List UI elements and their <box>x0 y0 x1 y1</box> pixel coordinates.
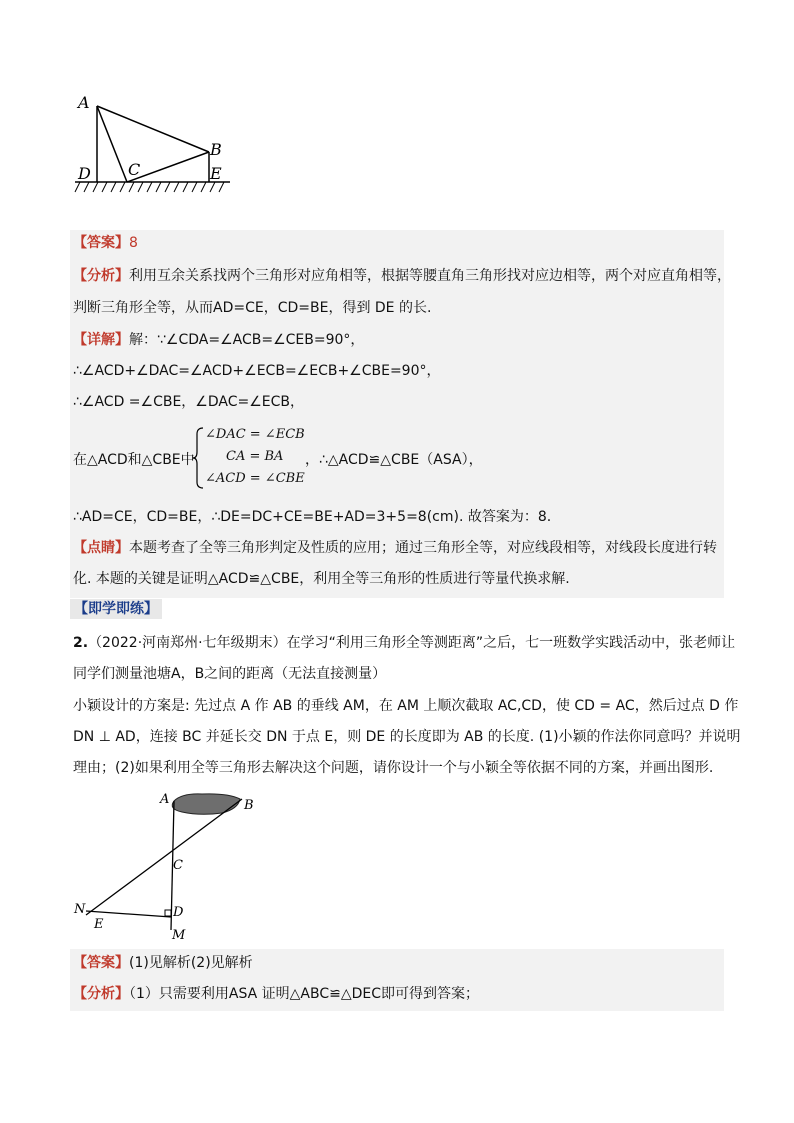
pond-shape <box>172 794 240 814</box>
label-d: D <box>78 164 91 183</box>
analysis-text: （1）只需要利用ASA 证明△ABC≌△DEC即可得到答案； <box>129 986 480 1002</box>
answer-value: (1)见解析(2)见解析 <box>129 955 253 971</box>
detail-1-line-1 <box>73 330 364 350</box>
label-b: B <box>210 140 222 159</box>
detail-1-line-2: ∴∠ACD+∠DAC=∠ACD+∠ECB=∠ECB+∠CBE=90°， <box>73 363 441 379</box>
brace-condition-1: ∠DAC = ∠ECB <box>205 427 305 442</box>
brace-condition-2: CA = BA <box>226 449 284 464</box>
ground-hatch <box>75 182 224 192</box>
label-a: A <box>160 792 170 807</box>
figure-1-diagram <box>70 90 240 200</box>
detail-1-line-3: ∴∠ACD =∠CBE，∠DAC=∠ECB， <box>73 394 304 410</box>
analysis-tag: 【分析】 <box>73 268 129 284</box>
answer-tag: 【答案】 <box>73 955 129 971</box>
detail-1-line-4-prefix: 在△ACD和△CBE中 <box>73 452 195 468</box>
right-angle-mark <box>165 910 171 916</box>
comment-1-line-1 <box>73 538 717 558</box>
question-text: （2022·河南郑州·七年级期末）在学习“利用三角形全等测距离”之后，七一班数学实践活动中，张老师让 <box>88 635 736 651</box>
detail-1-line-4-suffix: ，∴△ACD≌△CBE（ASA）， <box>305 452 483 468</box>
brace-condition-3: ∠ACD = ∠CBE <box>205 471 305 486</box>
analysis-1-line-1 <box>73 266 731 286</box>
detail-tag: 【详解】 <box>73 332 129 348</box>
analysis-text: 利用互余关系找两个三角形对应角相等，根据等腰直角三角形找对应边相等，两个对应直角相等， <box>129 268 731 284</box>
curly-brace <box>193 426 205 490</box>
label-e: E <box>210 164 222 183</box>
question-2-line-4: DN ⊥ AD，连接 BC 并延长交 DN 于点 E，则 DE 的长度即为 AB 的长度. (1)小颖的作法你同意吗？并说明 <box>73 729 741 745</box>
segment-ac <box>97 106 127 182</box>
analysis-2-line-1 <box>73 984 479 1004</box>
practice-heading: 【即学即练】 <box>70 599 162 619</box>
question-2-line-1 <box>73 633 735 653</box>
question-number: 2. <box>73 635 89 651</box>
question-2-line-5: 理由；(2)如果利用全等三角形去解决这个问题，请你设计一个与小颖全等依据不同的方案，并画出图形. <box>73 760 714 776</box>
question-2-line-3: 小颖设计的方案是: 先过点 A 作 AB 的垂线 AM，在 AM 上顺次截取 AC,CD，使 CD = AC，然后过点 D 作 <box>73 698 739 714</box>
comment-text: 本题考查了全等三角形判定及性质的应用；通过三角形全等，对应线段相等，对线段长度进行转 <box>129 540 717 556</box>
answer-value: 8 <box>129 235 138 251</box>
segment-be <box>86 799 242 915</box>
label-e: E <box>94 917 104 932</box>
question-2-line-2: 同学们测量池塘A，B之间的距离（无法直接测量） <box>73 666 387 682</box>
analysis-tag: 【分析】 <box>73 986 129 1002</box>
detail-text: 解：∵∠CDA=∠ACB=∠CEB=90°， <box>129 332 365 348</box>
comment-1-line-2: 化. 本题的关键是证明△ACD≌△CBE，利用全等三角形的性质进行等量代换求解. <box>73 571 570 587</box>
answer-tag: 【答案】 <box>73 235 129 251</box>
analysis-1-line-2: 判断三角形全等，从而AD=CE，CD=BE，得到 DE 的长. <box>73 300 432 316</box>
answer-1 <box>73 233 138 253</box>
comment-tag: 【点睛】 <box>73 540 129 556</box>
label-c: C <box>173 858 183 873</box>
label-b: B <box>244 798 254 813</box>
label-c: C <box>128 160 141 179</box>
label-m: M <box>172 928 186 943</box>
label-a: A <box>78 93 90 112</box>
label-n: N <box>74 902 86 917</box>
detail-1-line-5: ∴AD=CE，CD=BE，∴DE=DC+CE=BE+AD=3+5=8(cm). 故答案为：8. <box>73 509 552 525</box>
label-d: D <box>173 905 184 920</box>
answer-2 <box>73 953 253 973</box>
figure-2-diagram <box>70 785 280 945</box>
segment-ab <box>97 106 209 152</box>
